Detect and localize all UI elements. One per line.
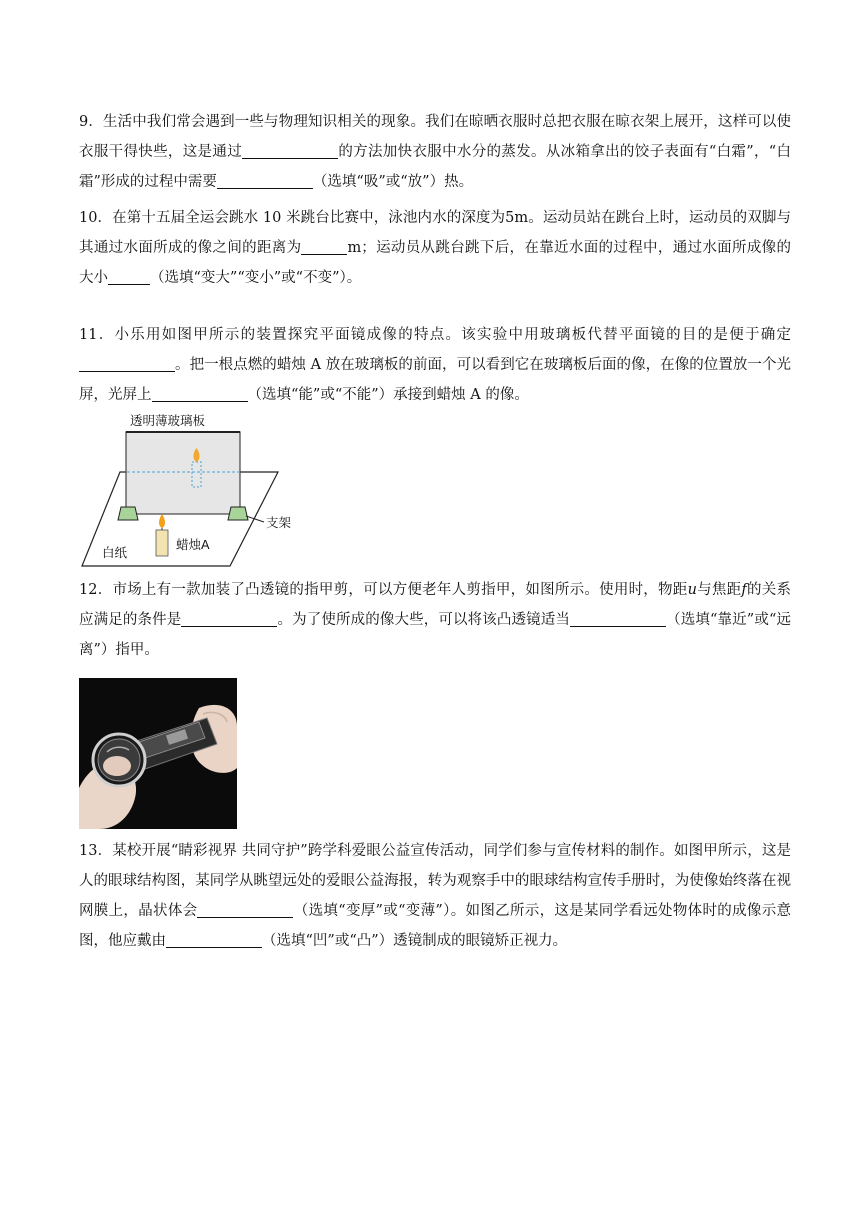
q9-text-3: （选填“吸”或“放”）热。 [312,174,474,190]
question-13 [79,836,791,956]
candle-a [156,530,168,556]
q12-text-4: 。为了使所成的像大些，可以将该凸透镜适当 [277,612,570,628]
q12-text-1: 12．市场上有一款加装了凸透镜的指甲剪，可以方便老年人剪指甲，如图所示。使用时，物距 [79,582,688,598]
question-11 [79,320,791,410]
q9-blank-2[interactable] [217,172,313,189]
q9-blank-1[interactable] [242,142,338,159]
q9-text-1: 9．生活中我们常会遇到一些与物理知识相关的现象。我们在晾晒衣服时总把衣服在晾衣架上展开，这样可以使衣服干得快些，这是通过 [79,114,791,160]
q12-text-3: 的关系应满足的条件是 [79,582,792,628]
label-stand: 支架 [266,515,292,530]
q10-text-1: 10．在第十五届全运会跳水 10 米跳台比赛中，泳池内水的深度为5m。运动员站在跳台上时，运动员的双脚与其通过水面所成的像之间的距离为 [79,210,791,256]
question-9 [79,107,791,197]
q12-blank-2[interactable] [570,610,666,627]
q13-text-3: （选填“凹”或“凸”）透镜制成的眼镜矫正视力。 [262,933,568,949]
q11-text-2: 。把一根点燃的蜡烛 A 放在玻璃板的前面，可以看到它在玻璃板后面的像，在像的位置放一个光屏，光屏上 [79,357,791,403]
q10-blank-1[interactable] [301,238,347,255]
q13-text-1: 13．某校开展“睛彩视界 共同守护”跨学科爱眼公益宣传活动，同学们参与宣传材料的制作。如图甲所示，这是人的眼球结构图，某同学从眺望远处的爱眼公益海报，转为观察手中的眼球结构宣传手册时，为使像始终落在视网膜上，晶状体会 [79,843,791,919]
stand-left [118,507,138,520]
glass-plate [126,432,240,514]
q11-blank-2[interactable] [152,385,248,402]
stand-right [228,507,248,520]
q11-blank-1[interactable] [79,355,175,372]
q11-text-1: 11．小乐用如图甲所示的装置探究平面镜成像的特点。该实验中用玻璃板代替平面镜的目的是便于确定 [79,327,791,343]
label-glass-plate: 透明薄玻璃板 [130,413,206,428]
q10-text-3: （选填“变大”“变小”或“不变”）。 [150,270,362,286]
q12-text-2: 与焦距 [696,582,742,598]
question-10 [79,203,791,293]
q9-text-2: 的方法加快衣服中水分的蒸发。从冰箱拿出的饺子表面有“白霜”，“白霜”形成的过程中需要 [79,144,791,190]
nail-clipper-photo [79,678,237,829]
label-white-paper: 白纸 [102,545,128,560]
plane-mirror-figure [80,410,306,568]
q13-blank-2[interactable] [166,931,262,948]
label-candle-a: 蜡烛A [176,537,210,552]
q12-blank-1[interactable] [181,610,277,627]
nail-clipper-illustration [79,678,237,829]
q11-text-3: （选填“能”或“不能”）承接到蜡烛 A 的像。 [247,387,529,403]
q12-var-u: u [687,582,697,598]
q12-text-5: （选填“靠近”或“远离”）指甲。 [79,612,791,658]
q13-text-2: （选填“变厚”或“变薄”）。如图乙所示，这是某同学看远处物体时的成像示意图，他应戴由 [79,903,792,949]
q10-text-2: m；运动员从跳台跳下后，在靠近水面的过程中，通过水面所成像的大小 [79,240,792,286]
q10-blank-2[interactable] [108,268,150,285]
question-12 [79,575,791,665]
q12-var-f: f [741,582,747,598]
q13-blank-1[interactable] [197,901,293,918]
